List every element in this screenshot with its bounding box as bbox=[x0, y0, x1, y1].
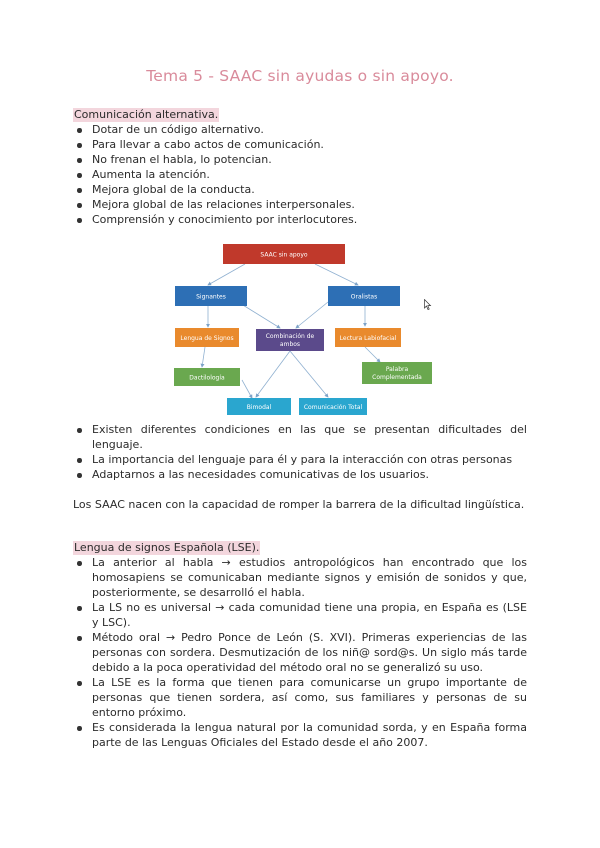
list-item: La LSE es la forma que tienen para comunicarse un grupo importante de personas que tienen sordera, así como, sus familiares y personas de su entorno próximo. bbox=[73, 675, 527, 720]
node-saac-sin-apoyo bbox=[223, 244, 345, 264]
list-item: Es considerada la lengua natural por la comunidad sorda, y en España forma parte de las Lenguas Oficiales del Estado desde el año 2007. bbox=[73, 720, 527, 750]
list-item: Existen diferentes condiciones en las que se presentan dificultades del lenguaje. bbox=[73, 422, 527, 452]
saac-paragraph: Los SAAC nacen con la capacidad de romper la barrera de la dificultad lingüística. bbox=[73, 498, 525, 511]
node-lectura-labiofacial bbox=[335, 328, 401, 347]
svg-text:Combinación de: Combinación de bbox=[265, 333, 315, 340]
list-item: Mejora global de las relaciones interpersonales. bbox=[73, 197, 527, 212]
list-item: No frenan el habla, lo potencian. bbox=[73, 152, 527, 167]
svg-text:Palabra: Palabra bbox=[385, 366, 409, 373]
list-item: La anterior al habla → estudios antropológicos han encontrado que los homosapiens se comunicaban mediante signos y emisión de sonidos y que, posteriormente, se desarrolló el habla. bbox=[73, 555, 527, 600]
list-item: La importancia del lenguaje para él y para la interacción con otras personas bbox=[73, 452, 527, 467]
section-heading-lse: Lengua de signos Española (LSE). bbox=[74, 541, 260, 554]
svg-text:Lengua de Signos: Lengua de Signos bbox=[180, 335, 234, 342]
list-item: Método oral → Pedro Ponce de León (S. XVI). Primeras experiencias de las personas con sordera. Desmutización de los niñ@ sord@s. Un siglo más tarde debido a la poca operatividad del método oral no se generalizó su uso. bbox=[73, 630, 527, 675]
svg-text:Bimodal: Bimodal bbox=[246, 404, 272, 411]
svg-text:Complementada: Complementada bbox=[372, 374, 422, 381]
saac-diagram bbox=[170, 240, 432, 418]
node-lengua-de-signos bbox=[175, 328, 239, 347]
node-dactilologia bbox=[174, 368, 240, 386]
svg-text:Signantes: Signantes bbox=[196, 293, 226, 301]
list-item: Dotar de un código alternativo. bbox=[73, 122, 527, 137]
list-item: Para llevar a cabo actos de comunicación. bbox=[73, 137, 527, 152]
svg-text:Oralistas: Oralistas bbox=[350, 293, 378, 301]
list-item: La LS no es universal → cada comunidad tiene una propia, en España es (LSE y LSC). bbox=[73, 600, 527, 630]
svg-text:Dactilología: Dactilología bbox=[189, 374, 225, 382]
node-oralistas bbox=[328, 286, 400, 306]
list-item: Aumenta la atención. bbox=[73, 167, 527, 182]
mouse-cursor-icon bbox=[424, 299, 432, 311]
node-palabra-complementada bbox=[362, 362, 432, 384]
svg-text:Comunicación Total: Comunicación Total bbox=[303, 404, 363, 411]
list-item: Adaptarnos a las necesidades comunicativas de los usuarios. bbox=[73, 467, 527, 482]
page-title: Tema 5 - SAAC sin ayudas o sin apoyo. bbox=[146, 67, 454, 85]
bullet-list-comunicacion bbox=[73, 122, 527, 227]
list-item: Mejora global de la conducta. bbox=[73, 182, 527, 197]
node-signantes bbox=[175, 286, 247, 306]
svg-text:SAAC sin apoyo: SAAC sin apoyo bbox=[260, 251, 308, 259]
node-bimodal bbox=[227, 398, 291, 415]
node-combinacion-ambos bbox=[256, 329, 324, 351]
bullet-list-condiciones bbox=[73, 422, 527, 482]
list-item: Comprensión y conocimiento por interlocutores. bbox=[73, 212, 527, 227]
section-heading-comunicacion: Comunicación alternativa. bbox=[74, 108, 219, 121]
svg-text:ambos: ambos bbox=[279, 341, 301, 348]
svg-text:Lectura Labiofacial: Lectura Labiofacial bbox=[339, 335, 397, 342]
bullet-list-lse bbox=[73, 555, 527, 750]
node-comunicacion-total bbox=[299, 398, 367, 415]
